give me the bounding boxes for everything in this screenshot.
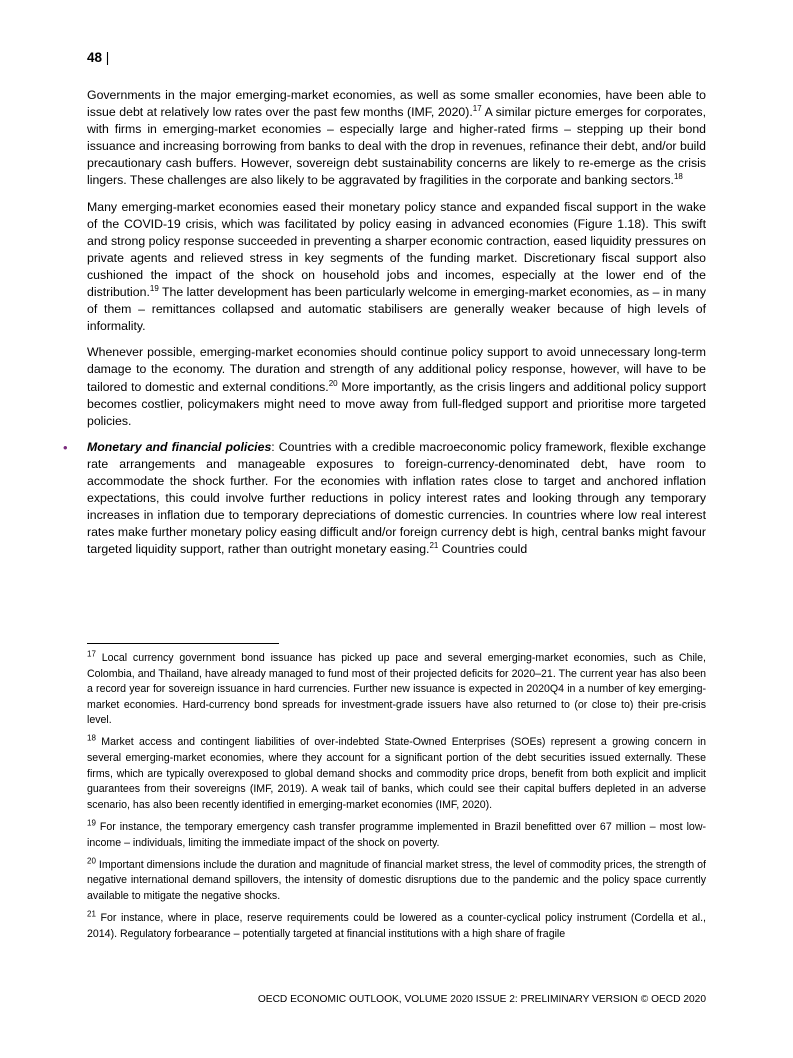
page-number-value: 48 (87, 50, 103, 65)
footnote-number: 21 (87, 909, 96, 919)
footnote-ref-21[interactable]: 21 (429, 541, 439, 551)
page-number (87, 50, 109, 65)
bullet-text: : Countries with a credible macroeconomic policy framework, flexible exchange rate arrangements and manageable exposures to foreign-currency-denominated debt, have room to accommodate the shock further. For the economies with inflation rates close to target and anchored inflation expectations, this could involve further reductions in policy interest rates and looking through any temporary increases in inflation due to temporary depreciations of domestic currencies. In countries where low real interest rates make further monetary policy easing difficult and/or foreign currency debt is high, central banks might favour targeted liquidity support, rather than outright monetary easing. (87, 439, 706, 557)
footnote-divider (87, 643, 279, 644)
footnotes (87, 651, 706, 949)
footnote-ref-17[interactable]: 17 (472, 104, 482, 113)
paragraph-text: Governments in the major emerging-market economies, as well as some smaller economies, have been able to issue debt at relatively low rates over the past few months (IMF, 2020). (87, 88, 706, 120)
bullet-text: Countries could (438, 542, 528, 557)
footnote-text: Important dimensions include the duration and magnitude of financial market stress, the level of commodity prices, the strength of negative international demand spillovers, the intensity of domestic disruptions due to the pandemic and the policy space currently available to mitigate the negative shocks. (87, 858, 706, 902)
page-footer: OECD ECONOMIC OUTLOOK, VOLUME 2020 ISSUE 2: PRELIMINARY VERSION © OECD 2020 (257, 994, 706, 1005)
footnote-number: 19 (87, 818, 96, 828)
footnote-text: Local currency government bond issuance has picked up pace and several emerging-market economies, such as Chile, Colombia, and Thailand, have already managed to fund most of their projected deficits for 2020–21. The current year has also been a record year for sovereign issuance in hard currencies. Further new issuance is expected in 2020Q4 in a number of key emerging-market economies. Hard-currency bond spreads for investment-grade issuers have also returned to (or close to) their pre-crisis level. (87, 652, 706, 727)
paragraph-text: A similar picture emerges for corporates, with firms in emerging-market economies – especially large and higher-rated firms – stepping up their bond issuance and increasing borrowing from banks to deal with the drop in revenues, refinance their debt, and/or build precautionary cash buffers. However, sovereign debt sustainability concerns are likely to re-emerge as the crisis lingers. These challenges are also likely to be aggravated by fragilities in the corporate and banking sectors. (87, 105, 707, 188)
paragraph-text: More importantly, as the crisis lingers and additional policy support becomes costlier, policymakers might need to move away from full-fledged support and prioritise more targeted policies. (87, 379, 706, 428)
footnote-number: 18 (87, 733, 96, 743)
main-text (63, 87, 707, 567)
footnote-ref-19[interactable]: 19 (149, 283, 159, 293)
footnote-19 (87, 820, 706, 851)
footnote-text: For instance, where in place, reserve requirements could be lowered as a counter-cyclical policy instrument (Cordella et al., 2014). Regulatory forbearance – potentially targeted at financial institutions with a high share of fragile (87, 911, 706, 940)
paragraph-2 (87, 199, 706, 336)
bullet-icon: • (63, 439, 68, 455)
paragraph-text: Whenever possible, emerging-market economies should continue policy support to avoid unnecessary long-term damage to the economy. The duration and strength of any additional policy response, however, will have to be tailored to domestic and external conditions. (87, 345, 706, 394)
paragraph-text: Many emerging-market economies eased their monetary policy stance and expanded fiscal support in the wake of the COVID-19 crisis, which was facilitated by policy easing in advanced economies (Figure 1.18). This swift and strong policy response succeeded in preventing a sharper economic contraction, eased liquidity pressures on private agents and relieved stress in key segments of the funding market. Discretionary fiscal support also cushioned the impact of the shock on household jobs and incomes, especially at the lower end of the distribution. (87, 199, 706, 300)
footnote-21 (87, 911, 706, 942)
paragraph-text: The latter development has been particularly welcome in emerging-market economies, as – in many of them – remittances collapsed and automatic stabilisers are generally weaker because of high levels of informality. (87, 285, 706, 334)
bullet-monetary-policies (63, 439, 706, 559)
footnote-20 (87, 858, 706, 905)
footnote-number: 20 (87, 856, 96, 866)
footnote-text: For instance, the temporary emergency cash transfer programme implemented in Brazil benefitted over 67 million – most low-income – individuals, limiting the immediate impact of the shock on poverty. (87, 820, 706, 849)
footnote-text: Market access and contingent liabilities of over-indebted State-Owned Enterprises (SOEs) represent a growing concern in several emerging-market economies, where they account for a significant portion of the debt securities issued externally. These firms, which are typically overexposed to global demand shocks and commodity price drops, benefit from both explicit and implicit guarantees from their sovereigns (IMF, 2019). A weak tail of banks, which could see their capital buffers depleted in an adverse scenario, has also been recently identified in emerging-market economies (IMF, 2020). (87, 736, 706, 811)
paragraph-3 (87, 344, 706, 429)
footnote-number: 17 (87, 649, 96, 659)
footnote-17 (87, 651, 706, 729)
footnote-ref-18[interactable]: 18 (673, 172, 683, 182)
bullet-heading: Monetary and financial policies (87, 439, 272, 454)
footnote-18 (87, 735, 706, 813)
page-number-separator: | (105, 50, 110, 65)
footnote-ref-20[interactable]: 20 (328, 378, 338, 388)
paragraph-1 (87, 87, 706, 190)
